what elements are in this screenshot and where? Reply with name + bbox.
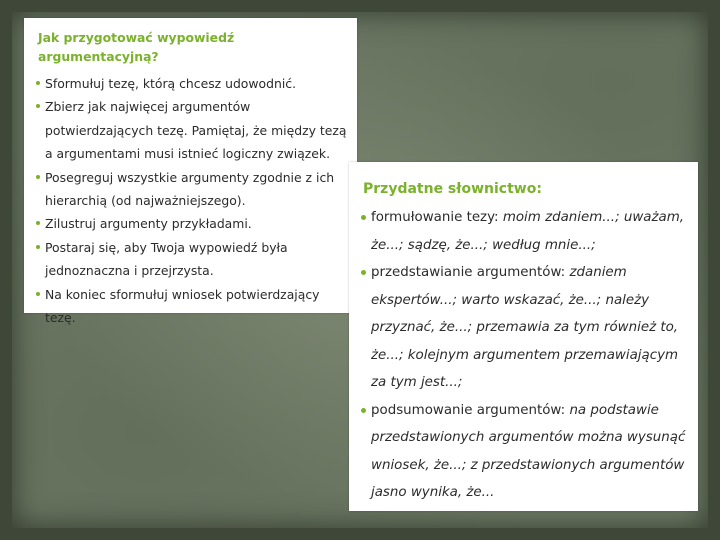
vocabulary-item [361,259,691,397]
instruction-item: Sformułuj tezę, którą chcesz udowodnić. [36,72,352,95]
bullet-icon [36,292,40,296]
instruction-item: Postaraj się, aby Twoja wypowiedź była jednoznaczna i przejrzysta. [36,236,352,283]
instruction-item: Posegreguj wszystkie argumenty zgodnie z ich hierarchią (od najważniejszego). [36,166,352,213]
bullet-icon [36,175,40,179]
vocabulary-item [361,397,691,507]
vocabulary-examples: moim zdaniem...; uważam, że...; sądzę, że...; według mnie...; [371,210,685,253]
bullet-icon [361,270,366,275]
instructions-list [36,72,352,329]
vocabulary-list [361,204,691,507]
bullet-icon [36,81,40,85]
bullet-icon [36,221,40,225]
instruction-item: Na koniec sformułuj wniosek potwierdzający tezę. [36,283,352,330]
vocabulary-term: przedstawianie argumentów: [371,265,566,280]
vocabulary-term: podsumowanie argumentów: [371,402,566,418]
bullet-icon [36,104,40,108]
vocabulary-item [361,204,691,259]
instructions-box [24,18,357,326]
instruction-item: Zbierz jak najwięcej argumentów potwierdzających tezę. Pamiętaj, że między tezą a argumentami musi istnieć logiczny związek. [36,95,352,165]
bullet-icon [361,215,366,220]
instructions-heading: Jak przygotować wypowiedź argumentacyjną? [38,30,235,64]
bullet-icon [361,408,366,413]
vocabulary-examples: na podstawie przedstawionych argumentów można wysunąć wniosek, że...; z przedstawionych argumentów jasno wynika, że... [371,402,686,500]
vocabulary-heading: Przydatne słownictwo: [363,181,542,197]
instruction-item: Zilustruj argumenty przykładami. [36,212,352,235]
vocabulary-term: formułowanie tezy: [371,210,499,225]
vocabulary-examples: zdaniem ekspertów...; warto wskazać, że...; należy przyznać, że...; przemawia za tym również to, że...; kolejnym argumentem przemawiającym za tym jest...; [371,265,679,390]
bullet-icon [36,245,40,249]
vocabulary-box [349,162,698,511]
